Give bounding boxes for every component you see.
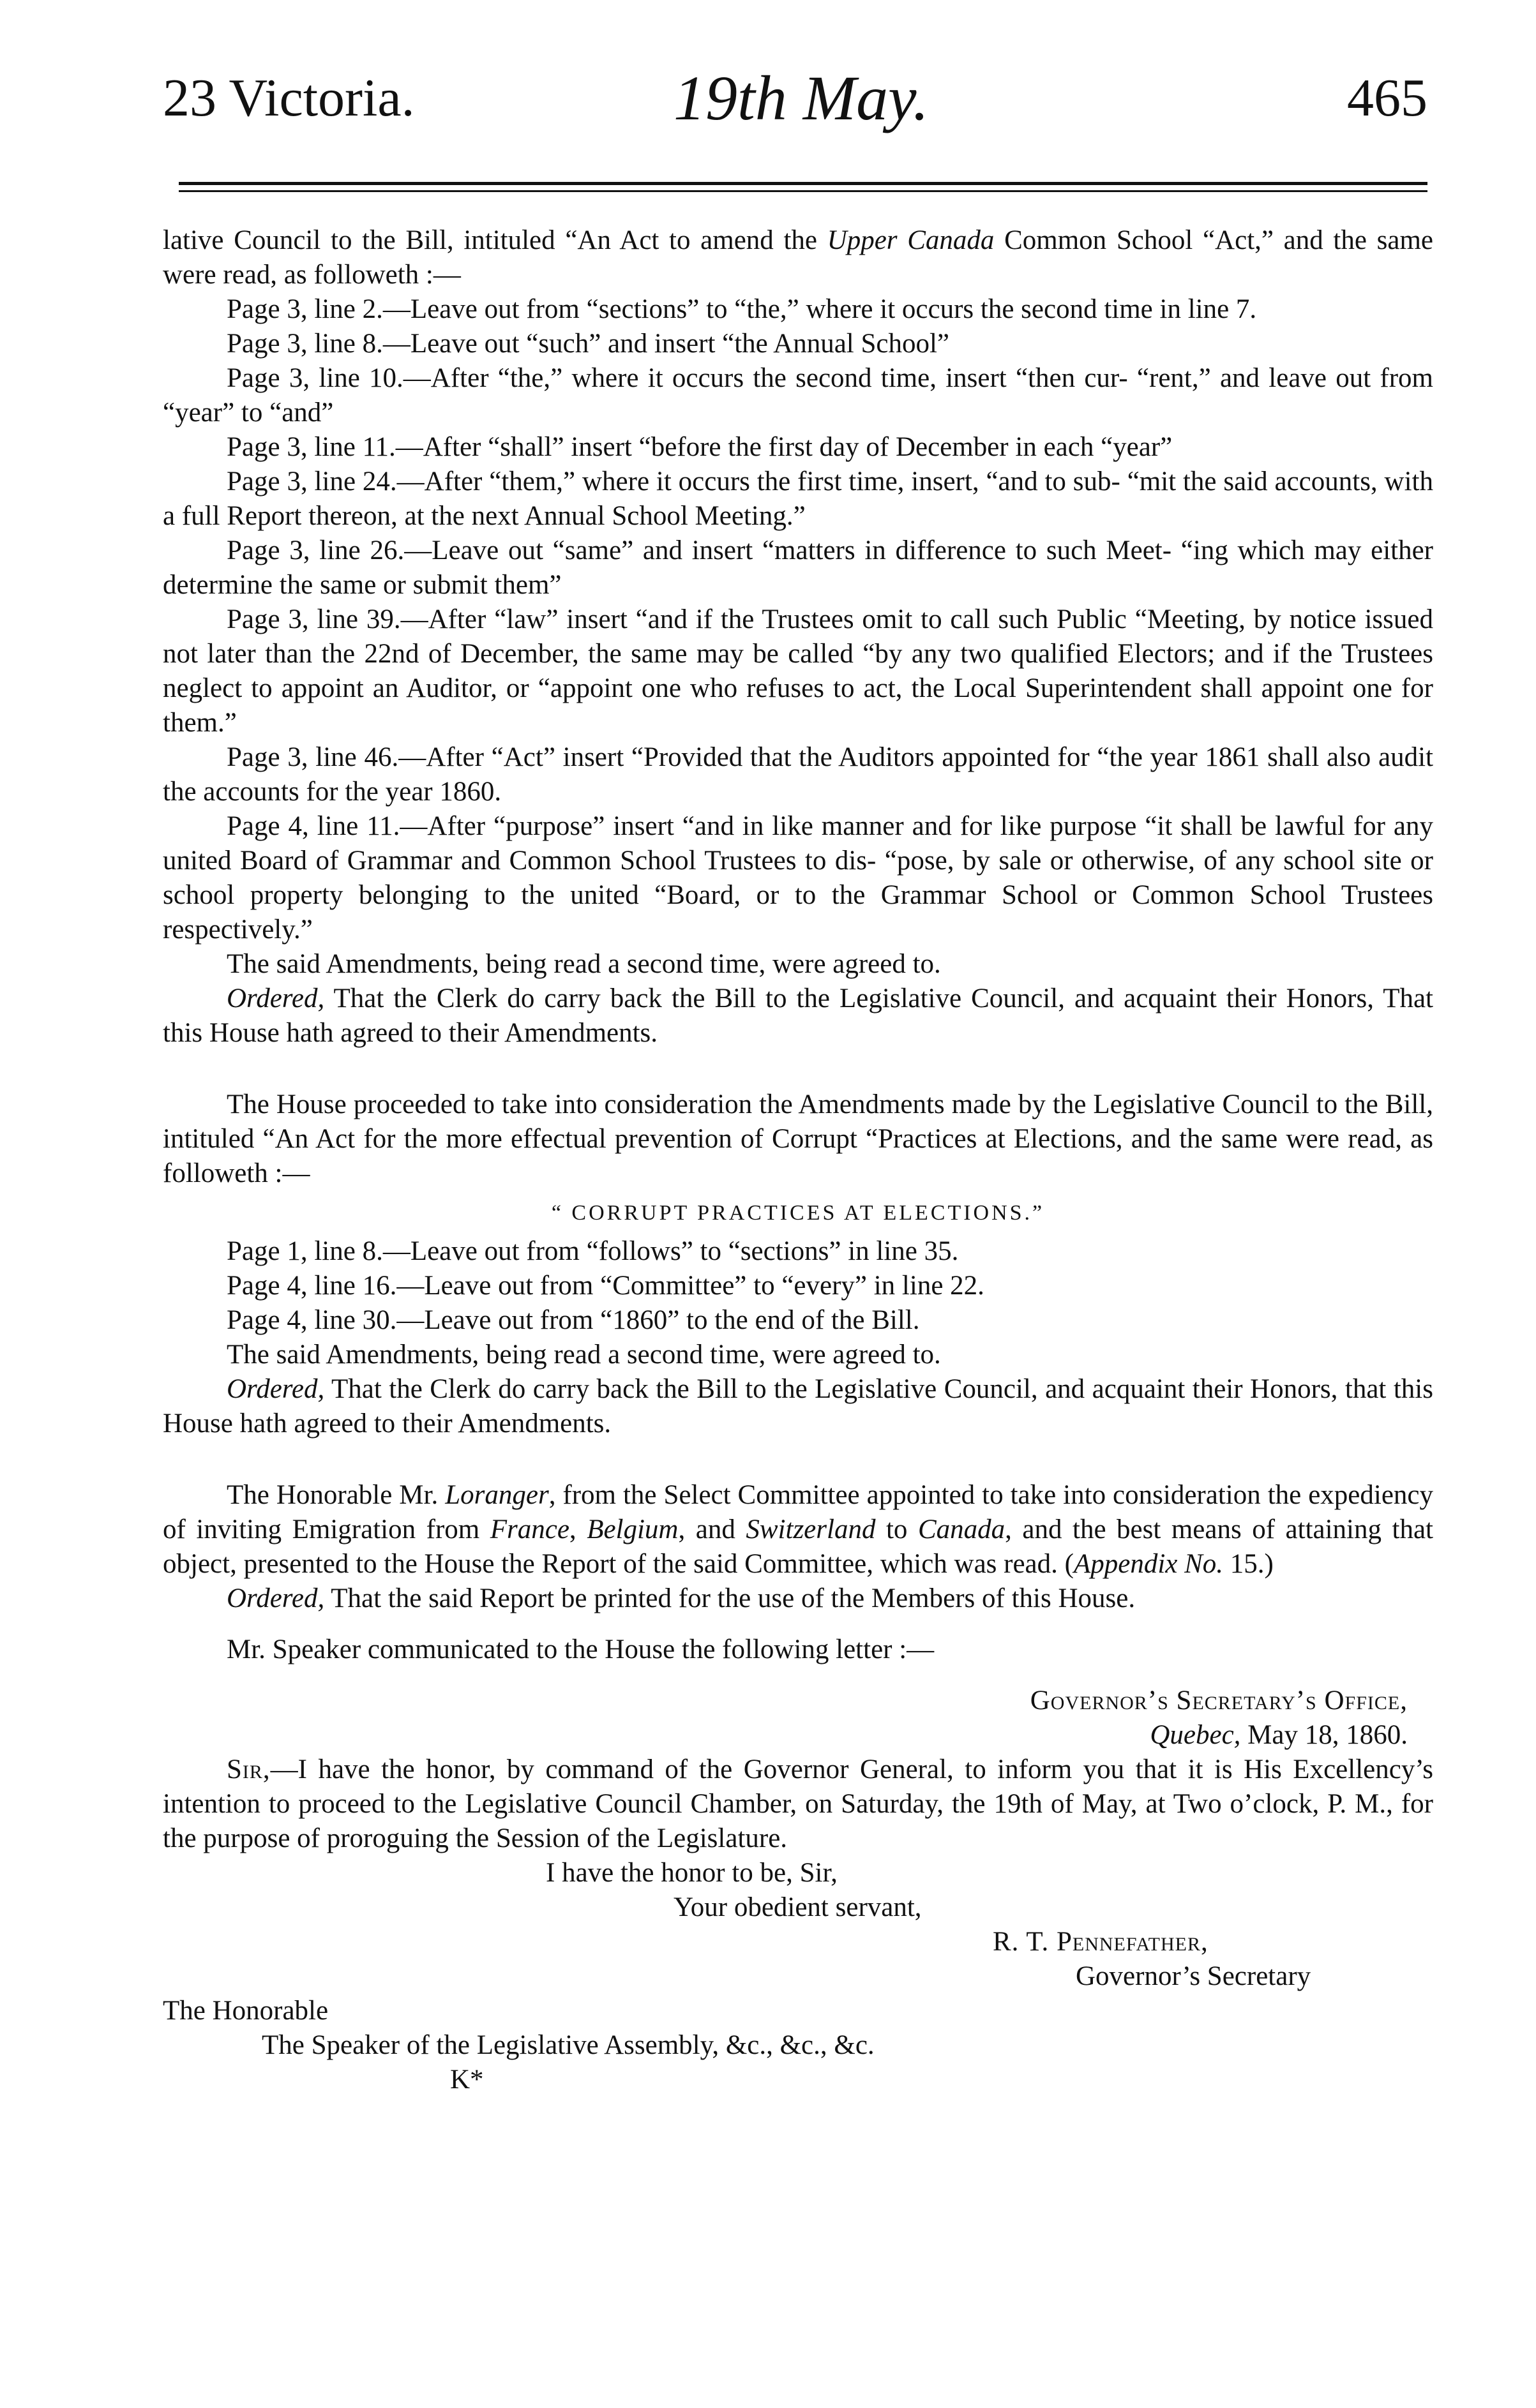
amendment-line: Page 1, line 8.—Leave out from “follows” to “sections” in line 35. <box>227 1236 959 1266</box>
amendment-line: Page 3, line 46.—After “Act” insert “Provided that the Auditors appointed for “the year 1861 shall also audit the accounts for the year 1860. <box>163 742 1433 807</box>
running-header-left: 23 Victoria. <box>163 68 415 128</box>
letter-signer: R. T. Pennefather, <box>993 1927 1208 1957</box>
letter-addressee: The Honorable <box>163 1996 329 2026</box>
amendment-line: Page 4, line 16.—Leave out from “Committee” to “every” in line 22. <box>227 1271 984 1301</box>
letter-intro: Mr. Speaker communicated to the House the following letter :— <box>227 1634 935 1664</box>
block2-intro: The House proceeded to take into consideration the Amendments made by the Legislative Council to the Bill, intituled “An Act for the more effectual prevention of Corrupt “Practices at Elections, and the same were read, as followeth :— <box>163 1089 1433 1188</box>
letter-closing: Your obedient servant, <box>674 1892 922 1922</box>
signature-mark: K* <box>450 2065 484 2095</box>
agreed-statement: The said Amendments, being read a second time, were agreed to. <box>227 1340 941 1370</box>
letter-date: Quebec, May 18, 1860. <box>1150 1720 1408 1750</box>
amendment-line: Page 3, line 11.—After “shall” insert “before the first day of December in each “year” <box>227 432 1173 462</box>
block1-intro: lative Council to the Bill, intituled “An Act to amend the Upper Canada Common School “Act,” and the same were read, as followeth :— <box>163 225 1433 290</box>
amendment-line: Page 3, line 24.—After “them,” where it occurs the first time, insert, “and to sub- “mit the said accounts, with a full Report thereon, at the next Annual School Meeting.” <box>163 467 1433 531</box>
amendment-line: Page 4, line 30.—Leave out from “1860” to the end of the Bill. <box>227 1305 920 1335</box>
letter-addressee: The Speaker of the Legislative Assembly, &c., &c., &c. <box>262 2030 875 2060</box>
amendment-line: Page 4, line 11.—After “purpose” insert “and in like manner and for like purpose “it shall be lawful for any united Board of Grammar and Common School Trustees to dis- “pose, by sale or otherwise, of any school site or school property belonging to the united “Board, or to the Grammar School or Common School Trustees respectively.” <box>163 811 1433 945</box>
letter-body: Sir,—I have the honor, by command of the Governor General, to inform you that it is His Excellency’s intention to proceed to the Legislative Council Chamber, on Saturday, the 19th of May, at Two o’clock, P. M., for the purpose of proroguing the Session of the Legislature. <box>163 1754 1433 1853</box>
agreed-statement: The said Amendments, being read a second time, were agreed to. <box>227 949 941 979</box>
letter-office: Governor’s Secretary’s Office, <box>1030 1686 1408 1716</box>
amendment-line: Page 3, line 2.—Leave out from “sections” to “the,” where it occurs the second time in line 7. <box>227 294 1257 324</box>
amendment-line: Page 3, line 39.—After “law” insert “and if the Trustees omit to call such Public “Meeting, by notice issued not later than the 22nd of December, the same may be called “by any two qualified Electors; and if the Trustees neglect to appoint an Auditor, or “appoint one who refuses to act, the Local Superintendent shall appoint one for them.” <box>163 604 1433 738</box>
amendment-line: Page 3, line 8.—Leave out “such” and insert “the Annual School” <box>227 329 950 359</box>
amendment-line: Page 3, line 10.—After “the,” where it occurs the second time, insert “then cur- “rent,” and leave out from “year” to “and” <box>163 363 1433 428</box>
running-header-date: 19th May. <box>674 63 929 133</box>
header-rule <box>179 182 1427 185</box>
page-number: 465 <box>1347 68 1427 128</box>
letter-closing: I have the honor to be, Sir, <box>546 1858 838 1888</box>
section-heading: “ CORRUPT PRACTICES AT ELECTIONS.” <box>551 1201 1045 1225</box>
header-rule-thin <box>179 190 1427 192</box>
page-body <box>163 223 1433 2097</box>
ordered-paragraph: Ordered, That the said Report be printed for the use of the Members of this House. <box>227 1583 1136 1613</box>
ordered-paragraph: Ordered, That the Clerk do carry back the Bill to the Legislative Council, and acquaint their Honors, that this House hath agreed to their Amendments. <box>163 1374 1433 1439</box>
ordered-paragraph: Ordered, That the Clerk do carry back the Bill to the Legislative Council, and acquaint their Honors, That this House hath agreed to their Amendments. <box>163 983 1433 1048</box>
committee-report-paragraph: The Honorable Mr. Loranger, from the Select Committee appointed to take into consideration the expediency of inviting Emigration from France, Belgium, and Switzerland to Canada, and the best means of attaining that object, presented to the House the Report of the said Committee, which was read. (Appendix No. 15.) <box>163 1480 1433 1579</box>
amendment-line: Page 3, line 26.—Leave out “same” and insert “matters in difference to such Meet- “ing which may either determine the same or submit them” <box>163 535 1433 600</box>
letter-signer-title: Governor’s Secretary <box>1076 1961 1311 1991</box>
